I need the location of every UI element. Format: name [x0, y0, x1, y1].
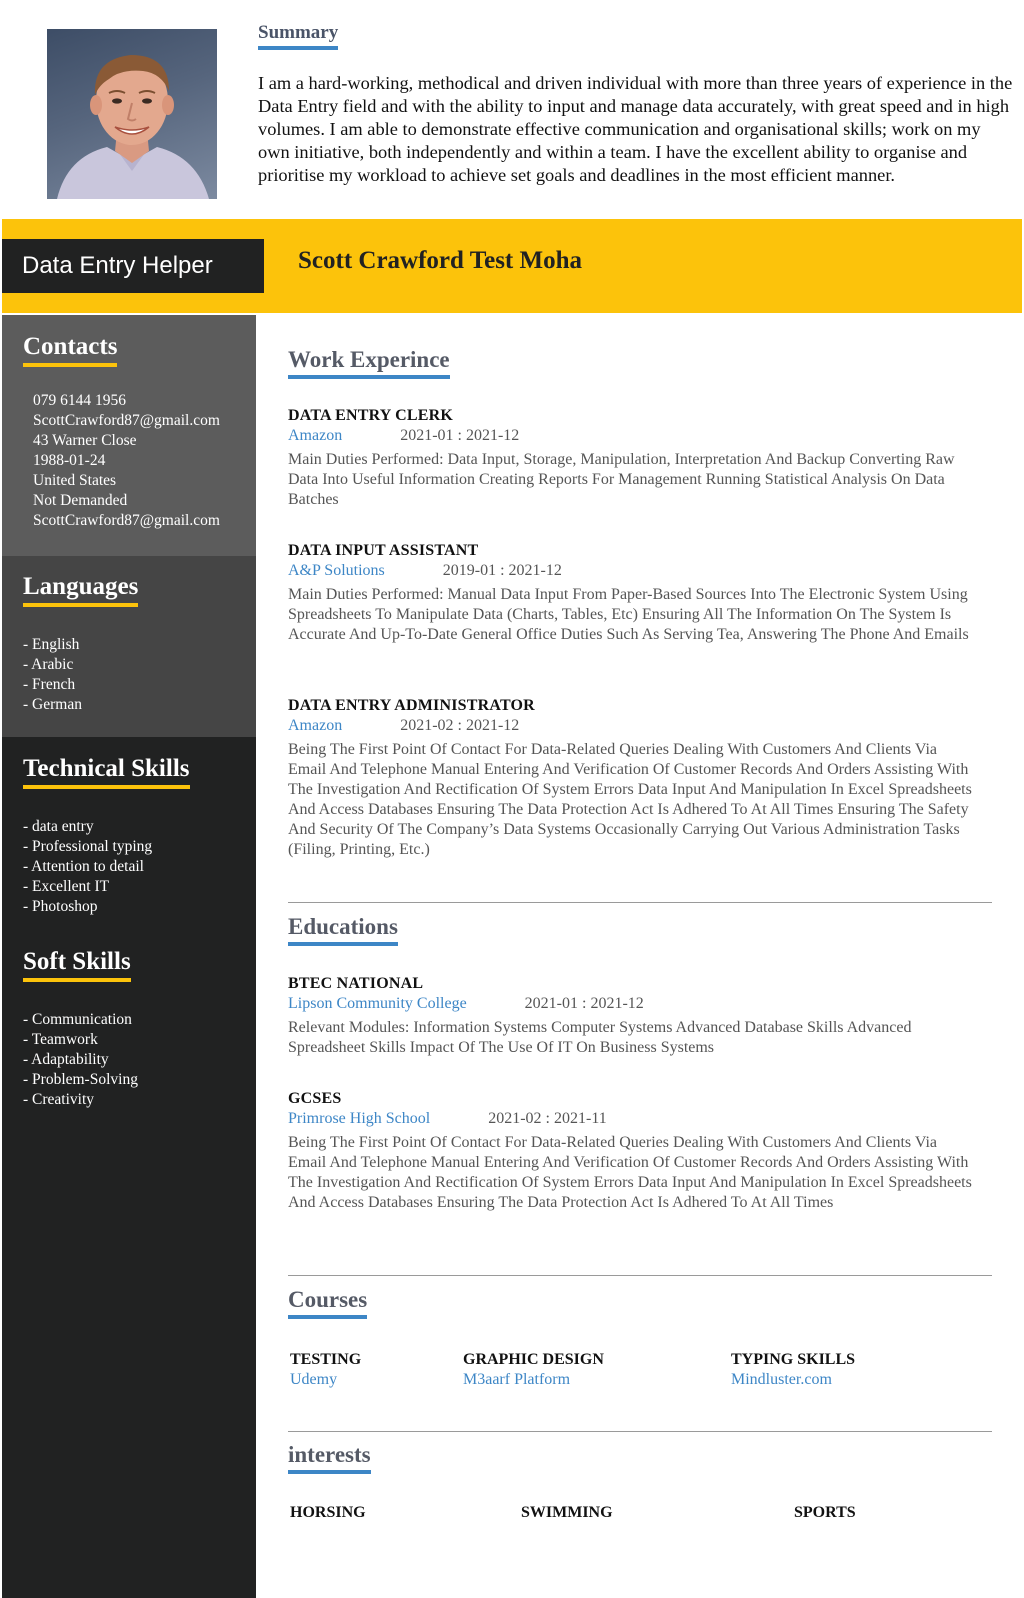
languages-title: Languages — [23, 572, 138, 607]
entry-dates: 2021-01 : 2021-12 — [400, 427, 520, 444]
full-name: Scott Crawford Test Moha — [298, 247, 583, 274]
course-provider: M3aarf Platform — [463, 1371, 571, 1388]
contact-phone: 079 6144 1956 — [33, 392, 126, 409]
entry-meta — [288, 716, 978, 736]
entry-meta — [288, 561, 978, 581]
entry-organization: A&P Solutions — [288, 562, 385, 579]
list-item: - Teamwork — [23, 1031, 98, 1048]
job-title: Data Entry Helper — [2, 239, 264, 293]
list-item: - Arabic — [23, 656, 74, 673]
list-item: - data entry — [23, 818, 94, 835]
list-item: - Photoshop — [23, 898, 98, 915]
section-divider — [288, 1275, 992, 1276]
contacts-title: Contacts — [23, 332, 117, 367]
profile-photo — [47, 29, 217, 199]
entry-dates: 2021-02 : 2021-11 — [488, 1110, 607, 1127]
entry-description: Being The First Point Of Contact For Data-Related Queries Dealing With Customers And Clients Via Email And Telephone Manual Entering And Verification Of Customer Records And Orders Assisting With The Investigation And Rectification Of System Errors Data Input And Manipulation In Excel Spreadsheets And Access Databases Ensuring The Data Protection Act Is Adhered To At All Times — [288, 1134, 972, 1211]
education-title: Educations — [288, 913, 398, 946]
entry-dates: 2021-01 : 2021-12 — [524, 995, 644, 1012]
soft-skills-title: Soft Skills — [23, 947, 131, 982]
course-provider: Mindluster.com — [731, 1371, 832, 1388]
interest-item: SPORTS — [794, 1504, 856, 1521]
technical-skills-list — [23, 817, 256, 917]
course-provider: Udemy — [290, 1371, 338, 1388]
entry-description: Main Duties Performed: Manual Data Input From Paper-Based Sources Into The Electronic System Using Spreadsheets To Manipulate Data (Charts, Tables, Etc) Ensuring All The Information On The System Is Accurate And Up-To-Date General Office Duties Such As Serving Tea, Answering The Phone And Emails — [288, 586, 969, 643]
list-item: - French — [23, 676, 76, 693]
entry-title: BTEC NATIONAL — [288, 975, 424, 992]
entry-organization: Primrose High School — [288, 1110, 431, 1127]
list-item: - German — [23, 696, 82, 713]
contacts-list — [23, 391, 256, 531]
entry-title: GCSES — [288, 1090, 342, 1107]
entry-organization: Amazon — [288, 427, 343, 444]
entry-organization: Lipson Community College — [288, 995, 467, 1012]
entry-title: DATA ENTRY ADMINISTRATOR — [288, 697, 535, 714]
entry-description: Relevant Modules: Information Systems Computer Systems Advanced Database Skills Advanced Spreadsheet Skills Impact Of The Use Of IT On Business Systems — [288, 1019, 912, 1056]
education-entry — [288, 974, 978, 1058]
list-item: - Problem-Solving — [23, 1071, 138, 1088]
contact-email: ScottCrawford87@gmail.com — [33, 412, 220, 429]
work-experience-title: Work Experince — [288, 346, 450, 379]
list-item: - Attention to detail — [23, 858, 144, 875]
technical-skills-title: Technical Skills — [23, 754, 190, 789]
contact-birthdate: 1988-01-24 — [33, 452, 106, 469]
section-divider — [288, 902, 992, 903]
list-item: - Professional typing — [23, 838, 153, 855]
entry-meta — [288, 994, 978, 1014]
course-title: GRAPHIC DESIGN — [463, 1351, 604, 1368]
list-item: - Excellent IT — [23, 878, 110, 895]
list-item: - English — [23, 636, 80, 653]
entry-organization: Amazon — [288, 717, 343, 734]
contact-military-status: Not Demanded — [33, 492, 128, 509]
entry-dates: 2019-01 : 2021-12 — [442, 562, 562, 579]
entry-description: Being The First Point Of Contact For Data-Related Queries Dealing With Customers And Clients Via Email And Telephone Manual Entering And Verification Of Customer Records And Orders Assisting With The Investigation And Rectification Of System Errors Data Input And Manipulation In Excel Spreadsheets And Access Databases Ensuring The Data Protection Act Is Adhered To At All Times Ensuring The Safety And Security Of The Company’s Data Systems Occasionally Carrying Out Various Administration Tasks (Filing, Printing, Etc.) — [288, 741, 972, 858]
contact-email-secondary: ScottCrawford87@gmail.com — [33, 512, 220, 529]
summary-text: I am a hard-working, methodical and driven individual with more than three years of experience in the Data Entry field and with the ability to input and manage data accurately, with great speed and in high volumes. I am able to demonstrate effective communication and organisational skills; work on my own initiative, both independently and within a team. I have the excellent ability to organise and prioritise my workload to achieve set goals and deadlines in the most efficient manner. — [258, 73, 1013, 185]
section-divider — [288, 1431, 992, 1432]
contact-country: United States — [33, 472, 117, 489]
interest-item: SWIMMING — [521, 1504, 613, 1521]
course-item — [290, 1350, 361, 1390]
entry-dates: 2021-02 : 2021-12 — [400, 717, 520, 734]
sidebar — [2, 315, 256, 1598]
work-entry — [288, 696, 978, 860]
soft-skills-section — [2, 935, 256, 1110]
list-item: - Communication — [23, 1011, 132, 1028]
contact-address: 43 Warner Close — [33, 432, 137, 449]
soft-skills-list — [23, 1010, 256, 1110]
course-title: TYPING SKILLS — [731, 1351, 856, 1368]
languages-list — [23, 635, 256, 715]
languages-section — [2, 556, 256, 737]
course-item — [731, 1350, 855, 1390]
course-item — [463, 1350, 604, 1390]
list-item: - Adaptability — [23, 1051, 109, 1068]
course-title: TESTING — [290, 1351, 362, 1368]
entry-description: Main Duties Performed: Data Input, Storage, Manipulation, Interpretation And Backup Converting Raw Data Into Useful Information Creating Reports For Management Running Statistical Analysis On Data Batches — [288, 451, 955, 508]
entry-meta — [288, 426, 978, 446]
work-entry — [288, 541, 978, 645]
summary-section — [258, 22, 1014, 187]
interests-title: interests — [288, 1441, 371, 1474]
contacts-section — [2, 315, 256, 556]
interest-item: HORSING — [290, 1504, 366, 1521]
technical-skills-section — [2, 737, 256, 935]
work-entry — [288, 406, 978, 510]
entry-meta — [288, 1109, 978, 1129]
summary-title: Summary — [258, 22, 338, 50]
courses-title: Courses — [288, 1286, 367, 1319]
list-item: - Creativity — [23, 1091, 95, 1108]
entry-title: DATA ENTRY CLERK — [288, 407, 454, 424]
education-entry — [288, 1089, 978, 1213]
entry-title: DATA INPUT ASSISTANT — [288, 542, 479, 559]
